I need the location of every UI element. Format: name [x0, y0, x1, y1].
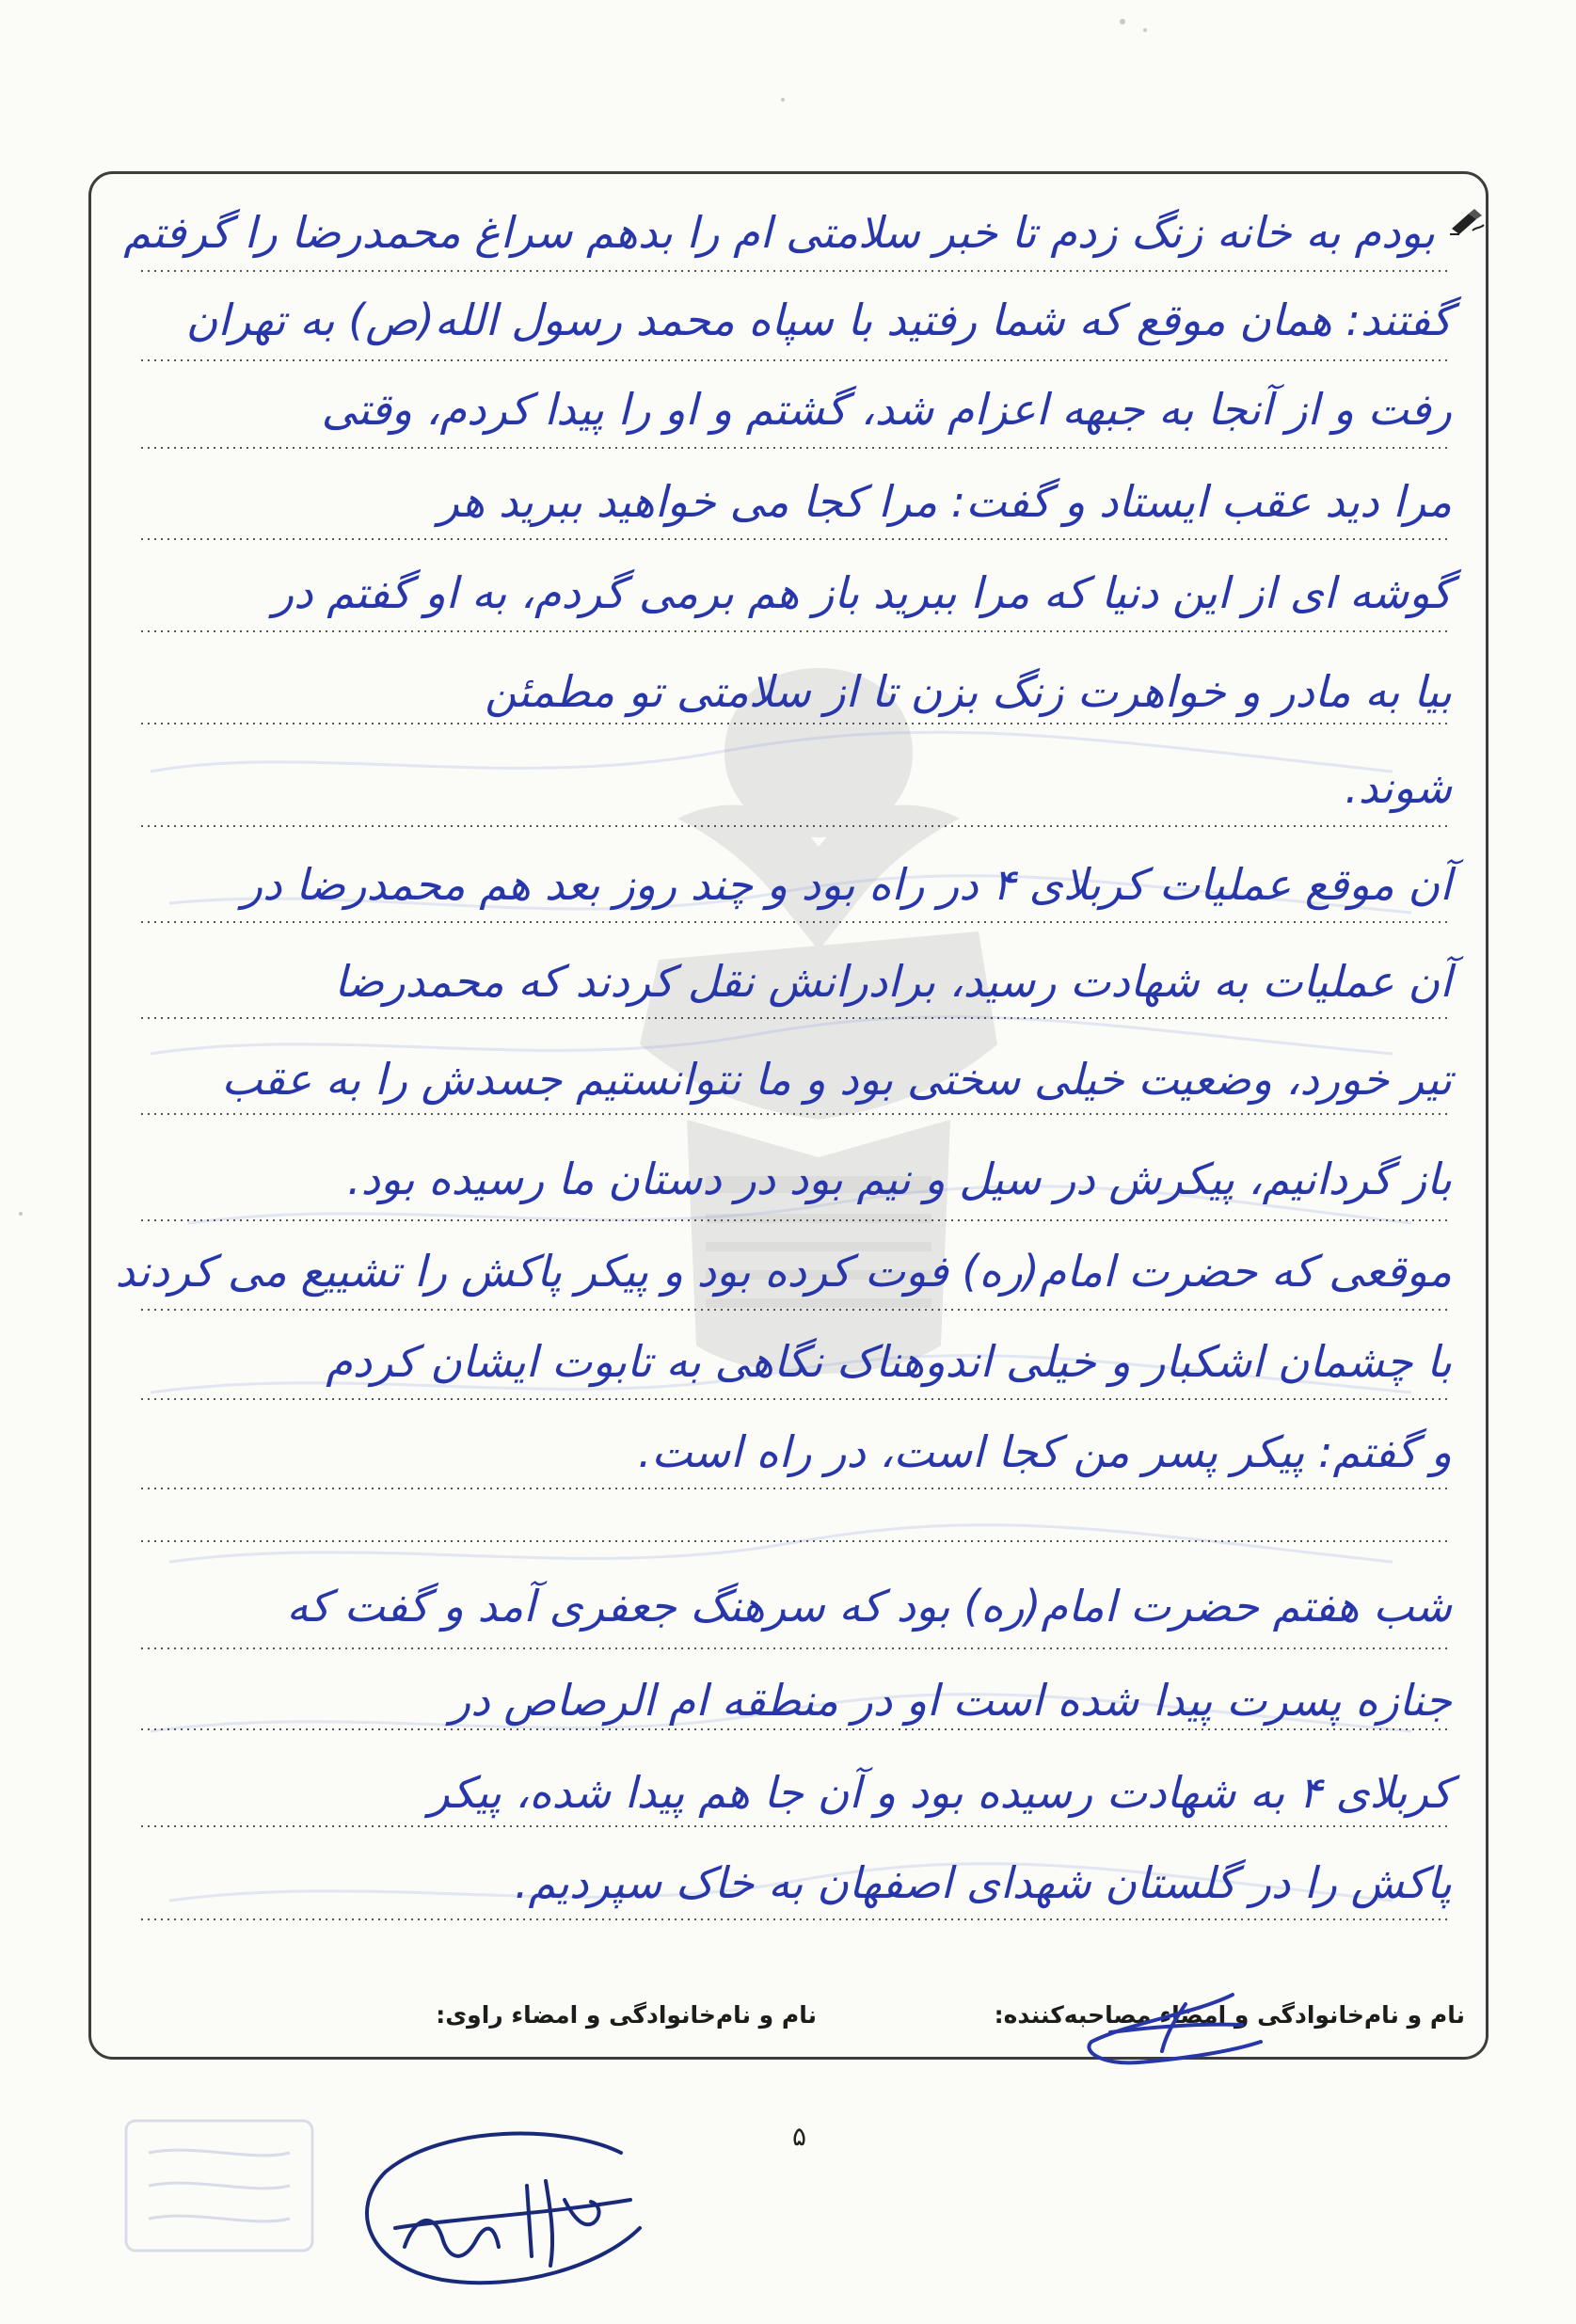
handwritten-line: جنازه پسرت پیدا شده است او در منطقه ام الرصاص در	[450, 1675, 1452, 1726]
paper-speck	[19, 1212, 23, 1216]
interviewer-signature-label: نام و نام‌خانوادگی و امضاء مصاحبه‌کننده:	[994, 2001, 1465, 2029]
handwritten-line: با چشمان اشکبار و خیلی اندوهناک نگاهی به تابوت ایشان کردم	[326, 1336, 1452, 1387]
stamp-impression	[120, 2115, 318, 2256]
pen-writing-icon	[1448, 206, 1486, 236]
narrator-signature	[339, 2115, 649, 2294]
handwritten-line: گوشه ای از این دنیا که مرا ببرید باز هم برمی گردم، به او گفتم در	[272, 567, 1452, 618]
handwritten-line: کربلای ۴ به شهادت رسیده بود و آن جا هم پیدا شده، پیکر	[428, 1767, 1452, 1818]
handwritten-line: رفت و از آنجا به جبهه اعزام شد، گشتم و او را پیدا کردم، وقتی	[321, 384, 1452, 435]
handwritten-line: شوند.	[1345, 762, 1452, 813]
interviewer-signature	[1073, 1976, 1270, 2079]
handwritten-line: مرا دید عقب ایستاد و گفت: مرا کجا می خواهید ببرید هر	[438, 476, 1452, 527]
handwritten-line: بیا به مادر و خواهرت زنگ بزن تا از سلامتی تو مطمئن	[485, 666, 1452, 717]
handwritten-line: باز گردانیم، پیکرش در سیل و نیم بود در دستان ما رسیده بود.	[347, 1154, 1452, 1204]
handwritten-line: آن موقع عملیات کربلای ۴ در راه بود و چند روز بعد هم محمدرضا در	[241, 859, 1452, 910]
handwritten-line: پاکش را در گلستان شهدای اصفهان به خاک سپردیم.	[514, 1857, 1452, 1908]
handwritten-line: بودم به خانه زنگ زدم تا خبر سلامتی ام را بدهم سراغ محمدرضا را گرفتم	[123, 207, 1435, 258]
handwritten-line: آن عملیات به شهادت رسید، برادرانش نقل کردند که محمدرضا	[334, 956, 1452, 1007]
handwritten-line: و گفتم: پیکر پسر من کجا است، در راه است.	[637, 1426, 1452, 1477]
narrator-signature-label: نام و نام‌خانوادگی و امضاء راوی:	[436, 2001, 817, 2029]
handwritten-line: موقعی که حضرت امام(ره) فوت کرده بود و پیکر پاکش را تشییع می کردند	[115, 1246, 1452, 1297]
page-number: ۵	[792, 2121, 807, 2152]
handwritten-line: تیر خورد، وضعیت خیلی سختی بود و ما نتوانستیم جسدش را به عقب	[221, 1054, 1452, 1105]
handwritten-line: شب هفتم حضرت امام(ره) بود که سرهنگ جعفری آمد و گفت که	[286, 1581, 1452, 1632]
handwritten-line: گفتند: همان موقع که شما رفتید با سپاه محمد رسول الله(ص) به تهران	[185, 294, 1452, 345]
